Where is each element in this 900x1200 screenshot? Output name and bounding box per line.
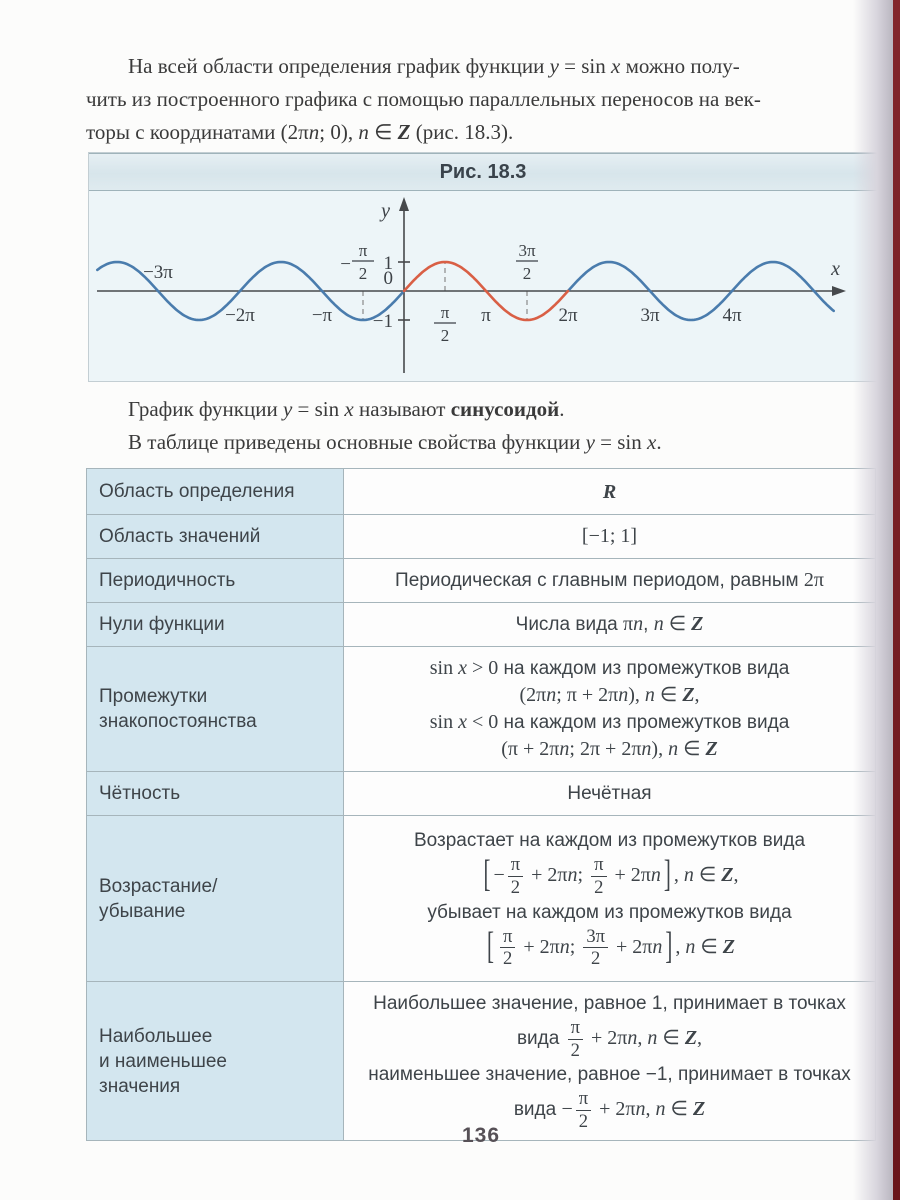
tick-label: π: [358, 241, 368, 260]
text-run: n: [627, 1027, 638, 1050]
text-run: ,: [645, 1098, 656, 1121]
label-line: Возрастание/: [99, 875, 218, 897]
property-name-cell: [87, 603, 344, 647]
label-line: значения: [99, 1075, 181, 1097]
value-line: [356, 900, 863, 925]
sine-graph: [89, 191, 875, 381]
property-name-cell: [87, 816, 344, 982]
text-run: Z: [684, 1027, 698, 1050]
tick-label: 4π: [722, 305, 742, 326]
label-line: Наибольшее: [99, 1025, 213, 1047]
text-line: [86, 83, 880, 116]
value-line: [356, 683, 863, 708]
text-line: [86, 426, 880, 459]
text-run: n: [652, 935, 663, 958]
text-run: n: [683, 864, 694, 887]
tick-label: −: [340, 254, 351, 275]
label-line: Чётность: [99, 783, 181, 804]
text-run: ∈: [695, 935, 723, 958]
property-value-cell: [344, 772, 876, 816]
tick-label: 2: [358, 264, 368, 283]
text-run: n: [650, 864, 661, 887]
value-line: [356, 478, 863, 505]
text-run: n: [647, 1027, 658, 1050]
tick-label: 2π: [558, 305, 578, 326]
text-run: ,: [675, 935, 686, 958]
math-fraction: $\frac{\pi}{2}$: [576, 1089, 591, 1131]
text-run: x: [344, 397, 354, 421]
text-run: x: [458, 657, 467, 679]
tick-label: π: [481, 305, 491, 326]
value-line: [356, 737, 863, 762]
text-run: n: [559, 935, 570, 958]
text-run: ∈: [368, 120, 398, 144]
text-run: ]: [663, 852, 671, 896]
book-spine: [893, 0, 900, 1200]
text-run: Возрастает на каждом из промежутков вида: [413, 830, 806, 852]
value-line: [356, 524, 863, 549]
property-value-cell: [344, 647, 876, 772]
page-edge-shadow: [853, 0, 893, 1200]
text-run: = sin: [558, 54, 611, 78]
tick-label: π: [440, 303, 450, 322]
text-run: + 2π: [609, 864, 651, 887]
text-run: ∈: [657, 1027, 685, 1050]
label-line: Область значений: [99, 526, 261, 547]
sinusoid-paragraph: [86, 393, 880, 459]
tick-label: 3π: [518, 241, 536, 260]
text-run: ∈: [654, 684, 683, 706]
label-line: убывание: [99, 900, 186, 922]
value-line: [356, 852, 863, 898]
text-run: ,: [697, 1027, 703, 1050]
math-fraction: $\frac{\pi}{2}$: [591, 855, 606, 897]
value-line: [356, 991, 863, 1016]
text-run: > 0: [466, 657, 499, 679]
table-row: [87, 559, 876, 603]
axis-tick-labels: [143, 200, 840, 345]
tick-label: −1: [372, 311, 393, 332]
text-run: [: [486, 923, 494, 967]
property-value-cell: [344, 603, 876, 647]
math-fraction: $\frac{\pi}{2}$: [508, 855, 523, 897]
math-fraction: $\frac{3\pi}{2}$: [583, 927, 608, 969]
text-run: n: [641, 738, 652, 760]
figure-body: [89, 191, 877, 381]
math-fraction: $\frac{\pi}{2}$: [500, 927, 515, 969]
x-axis-label: x: [831, 258, 840, 280]
text-run: < 0: [466, 711, 499, 733]
value-line: [356, 923, 863, 970]
text-run: n: [653, 613, 664, 635]
text-run: ;: [569, 935, 581, 958]
value-line: [356, 612, 863, 637]
tick-label: 3π: [640, 305, 660, 326]
text-run: ,: [694, 684, 700, 706]
figure-title: Рис. 18.3: [89, 153, 877, 191]
label-line: и наименьшее: [99, 1050, 227, 1072]
text-run: −: [493, 864, 505, 887]
text-run: ∈: [678, 738, 706, 760]
value-line: [356, 568, 863, 593]
text-run: График функции: [128, 397, 283, 421]
label-line: Область определения: [99, 481, 295, 502]
text-run: ),: [651, 738, 669, 760]
text-run: вида: [513, 1099, 562, 1121]
text-run: ,: [643, 614, 654, 635]
text-run: можно полу-: [620, 54, 740, 78]
text-run: .: [559, 397, 565, 421]
math-fraction: $\frac{\pi}{2}$: [568, 1018, 583, 1060]
property-value-cell: [344, 816, 876, 982]
text-run: n: [685, 935, 696, 958]
tick-label: −3π: [143, 262, 173, 283]
text-run: n: [308, 120, 320, 144]
tick-label: 0: [383, 268, 393, 289]
text-run: + 2π: [518, 935, 560, 958]
text-run: ,: [673, 864, 684, 887]
property-name-cell: [87, 469, 344, 515]
text-run: x: [647, 430, 657, 454]
text-run: −: [561, 1098, 573, 1121]
label-line: Промежутки: [99, 686, 208, 707]
value-line: [356, 781, 863, 806]
text-run: чить из построенного графика с помощью параллельных переносов на век-: [86, 87, 761, 111]
text-run: ∈: [665, 1098, 693, 1121]
text-run: n: [618, 684, 629, 706]
text-run: n: [633, 613, 644, 635]
value-line: [356, 1018, 863, 1060]
text-run: Z: [721, 864, 734, 887]
properties-table: [86, 468, 876, 1141]
intro-paragraph: [86, 50, 880, 149]
text-line: [86, 50, 880, 83]
text-run: Z: [397, 120, 411, 144]
tick-label: 2: [522, 264, 532, 283]
text-run: Числа вида: [515, 614, 624, 635]
axis-arrowheads: [399, 197, 846, 296]
text-run: ; π + 2π: [556, 684, 619, 706]
text-run: Наибольшее значение, равное 1, принимает в точках: [373, 993, 846, 1014]
property-name-cell: [87, 772, 344, 816]
text-run: Периодическая с главным периодом, равным: [395, 570, 804, 591]
text-run: [−1; 1]: [581, 525, 638, 547]
text-run: ; 2π + 2π: [569, 738, 642, 760]
text-run: + 2π: [611, 935, 653, 958]
text-run: n: [655, 1098, 666, 1121]
text-run: Z: [722, 935, 736, 958]
tick-label: −2π: [225, 305, 255, 326]
text-run: y: [282, 397, 293, 421]
y-axis-label: y: [381, 200, 390, 222]
property-value-cell: [344, 469, 876, 515]
text-run: (π + 2π: [501, 738, 560, 760]
text-run: ,: [637, 1027, 648, 1050]
text-run: называют: [353, 397, 451, 421]
tick-label: 2: [440, 326, 450, 345]
text-run: [: [483, 852, 491, 896]
text-run: n: [546, 684, 557, 706]
text-run: торы с координатами (2π: [86, 120, 309, 144]
text-run: На всей области определения график функции: [128, 54, 550, 78]
table-row: [87, 816, 876, 982]
text-run: ∈: [693, 864, 722, 887]
text-run: n: [358, 120, 369, 144]
text-run: на каждом из промежутков вида: [498, 658, 790, 679]
text-run: ),: [628, 684, 645, 706]
text-run: Z: [705, 738, 718, 760]
table-row: [87, 772, 876, 816]
text-run: sin: [429, 657, 459, 679]
text-run: Нечётная: [567, 783, 652, 804]
text-run: Z: [682, 684, 695, 706]
value-line: [356, 1062, 863, 1087]
text-run: = sin: [594, 430, 647, 454]
graph-axes: [97, 201, 842, 373]
text-run: ; 0),: [319, 120, 359, 144]
property-name-cell: [87, 515, 344, 559]
value-line: [356, 710, 863, 735]
text-run: В таблице приведены основные свойства функции: [128, 430, 586, 454]
text-run: ]: [665, 923, 673, 967]
text-line: [86, 116, 880, 149]
text-run: ,: [733, 864, 739, 887]
text-run: n: [559, 738, 570, 760]
page-number: 136: [461, 1124, 501, 1147]
tick-label: 1: [383, 253, 393, 274]
text-run: ∈: [663, 613, 692, 635]
text-run: наименьшее значение, равное −1, принимает в точках: [368, 1064, 851, 1086]
text-run: Z: [691, 613, 704, 635]
text-run: + 2π: [586, 1027, 628, 1050]
text-run: 2π: [803, 569, 824, 591]
text-run: убывает на каждом из промежутков вида: [427, 901, 792, 923]
figure-18-3: [88, 152, 878, 382]
property-name-cell: [87, 647, 344, 772]
text-run: синусоидой: [450, 397, 560, 421]
text-run: π: [623, 613, 634, 635]
page-footer: [86, 1124, 876, 1148]
tick-label: −π: [311, 305, 333, 326]
text-run: x: [611, 54, 621, 78]
text-run: ;: [577, 864, 589, 887]
text-run: n: [668, 738, 679, 760]
text-run: x: [458, 711, 467, 733]
text-run: = sin: [292, 397, 345, 421]
table-row: [87, 647, 876, 772]
text-run: R: [602, 481, 617, 503]
property-value-cell: [344, 515, 876, 559]
text-run: вида: [516, 1028, 565, 1050]
value-line: [356, 656, 863, 681]
text-run: + 2π: [526, 864, 568, 887]
label-line: Нули функции: [99, 614, 225, 635]
value-line: [356, 828, 863, 853]
property-value-cell: [344, 559, 876, 603]
label-line: Периодичность: [99, 570, 236, 591]
label-line: знакопостоянства: [99, 711, 257, 732]
text-run: (рис. 18.3).: [410, 120, 514, 144]
table-row: [87, 603, 876, 647]
text-run: n: [635, 1098, 646, 1121]
text-run: n: [567, 864, 578, 887]
properties-table-body: [87, 469, 876, 1141]
table-row: [87, 982, 876, 1141]
table-row: [87, 515, 876, 559]
property-name-cell: [87, 559, 344, 603]
text-run: + 2π: [594, 1098, 636, 1121]
text-run: на каждом из промежутков вида: [498, 712, 790, 733]
text-run: y: [585, 430, 595, 454]
text-run: y: [549, 54, 559, 78]
text-run: sin: [429, 711, 459, 733]
text-run: Z: [692, 1098, 706, 1121]
text-line: [86, 393, 880, 426]
table-row: [87, 469, 876, 515]
text-run: (2π: [519, 684, 547, 706]
property-value-cell: [344, 982, 876, 1141]
property-name-cell: [87, 982, 344, 1141]
text-run: n: [644, 684, 655, 706]
text-run: .: [656, 430, 662, 454]
